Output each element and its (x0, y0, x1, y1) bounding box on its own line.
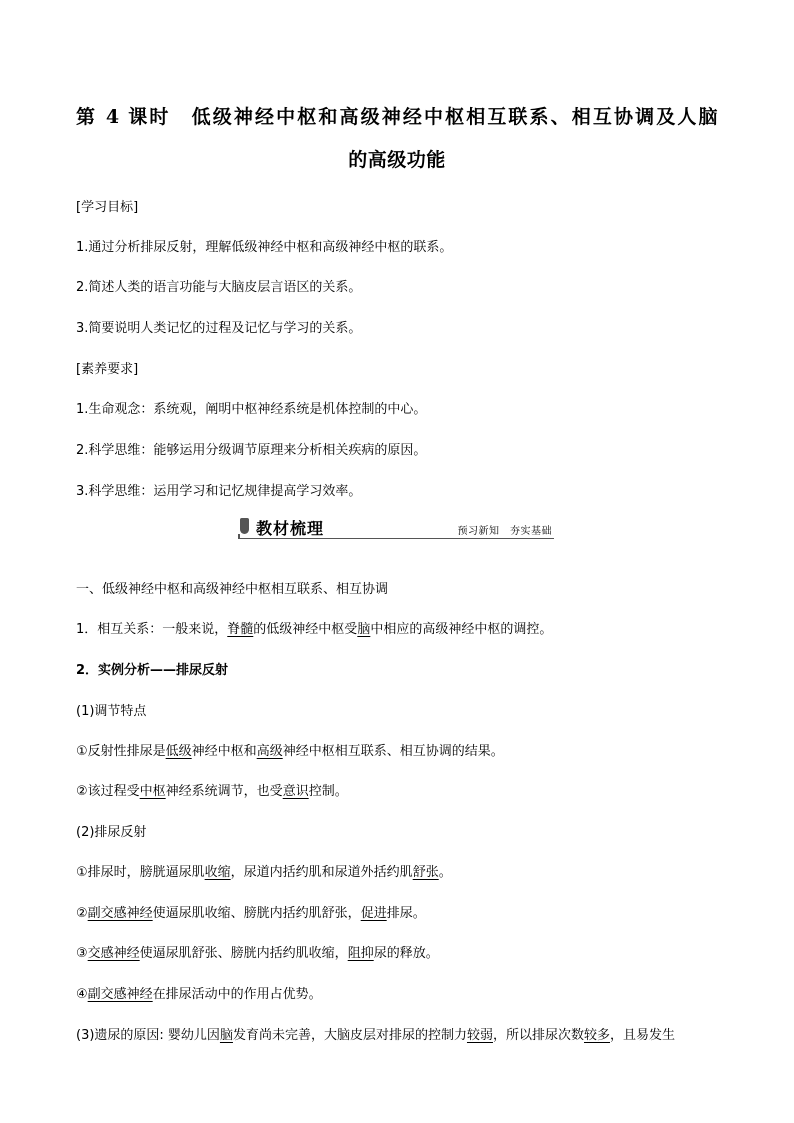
page-title-line-1: 第 4 课时 低级神经中枢和高级神经中枢相互联系、相互协调及人脑 (76, 106, 718, 128)
text-run: 神经中枢相互联系、相互协调的结果。 (282, 744, 504, 759)
answer-blank: 意识 (282, 784, 309, 799)
text-run: 发育尚未完善，大脑皮层对排尿的控制力 (232, 1028, 467, 1043)
answer-blank: 副交感神经 (87, 987, 153, 1002)
answer-blank: 阻抑 (347, 946, 374, 961)
text-run: 使逼尿肌舒张、膀胱内括约肌收缩， (139, 946, 348, 961)
text-run: 。 (438, 865, 452, 880)
text-run: 神经中枢和 (191, 744, 257, 759)
list-item (76, 902, 426, 921)
literacy-heading: [素养要求] (76, 362, 139, 377)
banner-title: 教材梳理 (256, 519, 325, 538)
text-run: ③ (76, 946, 88, 961)
list-item (76, 1024, 675, 1043)
literacy-item: 3.科学思维：运用学习和记忆规律提高学习效率。 (76, 484, 362, 499)
text-run: 在排尿活动中的作用占优势。 (152, 987, 322, 1002)
answer-blank: 舒张 (412, 865, 439, 880)
text-run: (3)遗尿的原因: 婴幼儿因 (76, 1028, 220, 1043)
text-run: 1．相互关系：一般来说， (76, 622, 228, 637)
text-run: ，所以排尿次数 (492, 1028, 584, 1043)
text-run: 使逼尿肌收缩、膀胱内括约肌舒张， (152, 906, 361, 921)
subsection-label: (1)调节特点 (76, 704, 147, 719)
answer-blank: 低级 (165, 744, 192, 759)
text-run: 中相应的高级神经中枢的调控。 (370, 622, 553, 637)
objective-item: 2.简述人类的语言功能与大脑皮层言语区的关系。 (76, 280, 362, 295)
section-banner (238, 516, 554, 539)
answer-blank: 脑 (357, 622, 371, 637)
answer-blank: 交感神经 (87, 946, 140, 961)
subsection-label: (2)排尿反射 (76, 825, 147, 840)
section-heading: 一、低级神经中枢和高级神经中枢相互联系、相互协调 (76, 582, 389, 597)
list-item (76, 983, 322, 1002)
text-run: 排尿。 (386, 906, 426, 921)
text-run: ②该过程受 (76, 784, 140, 799)
answer-blank: 促进 (360, 906, 387, 921)
answer-blank: 脊髓 (227, 622, 254, 637)
text-run: ，且易发生 (610, 1028, 676, 1043)
text-run: ①排尿时，膀胱逼尿肌 (76, 865, 205, 880)
answer-blank: 收缩 (204, 865, 231, 880)
objective-item: 1.通过分析排尿反射，理解低级神经中枢和高级神经中枢的联系。 (76, 240, 453, 255)
answer-blank: 副交感神经 (87, 906, 153, 921)
list-item (76, 780, 348, 799)
text-run: ，尿道内括约肌和尿道外括约肌 (230, 865, 413, 880)
text-run: 的低级神经中枢受 (253, 622, 358, 637)
page-title-line-2: 的高级功能 (348, 149, 446, 171)
list-item (76, 861, 452, 880)
answer-blank: 脑 (219, 1028, 233, 1043)
text-run: 神经系统调节，也受 (165, 784, 283, 799)
paragraph-relationship (76, 618, 552, 637)
objectives-heading: [学习目标] (76, 200, 139, 215)
answer-blank: 较多 (584, 1028, 611, 1043)
text-run: ② (76, 906, 88, 921)
answer-blank: 中枢 (139, 784, 166, 799)
banner-subtitle: 预习新知 夯实基础 (457, 526, 552, 537)
objective-item: 3.简要说明人类记忆的过程及记忆与学习的关系。 (76, 321, 362, 336)
answer-blank: 高级 (256, 744, 283, 759)
literacy-item: 2.科学思维：能够运用分级调节原理来分析相关疾病的原因。 (76, 443, 427, 458)
answer-blank: 较弱 (466, 1028, 493, 1043)
text-run: 尿的释放。 (373, 946, 439, 961)
text-run: ④ (76, 987, 88, 1002)
literacy-item: 1.生命观念：系统观，阐明中枢神经系统是机体控制的中心。 (76, 402, 427, 417)
list-item (76, 740, 504, 759)
text-run: ①反射性排尿是 (76, 744, 166, 759)
banner-tick-icon (238, 534, 240, 539)
list-item (76, 942, 439, 961)
text-run: 控制。 (308, 784, 348, 799)
banner-marker-icon (240, 518, 249, 534)
subsection-heading: 2．实例分析——排尿反射 (76, 663, 229, 678)
